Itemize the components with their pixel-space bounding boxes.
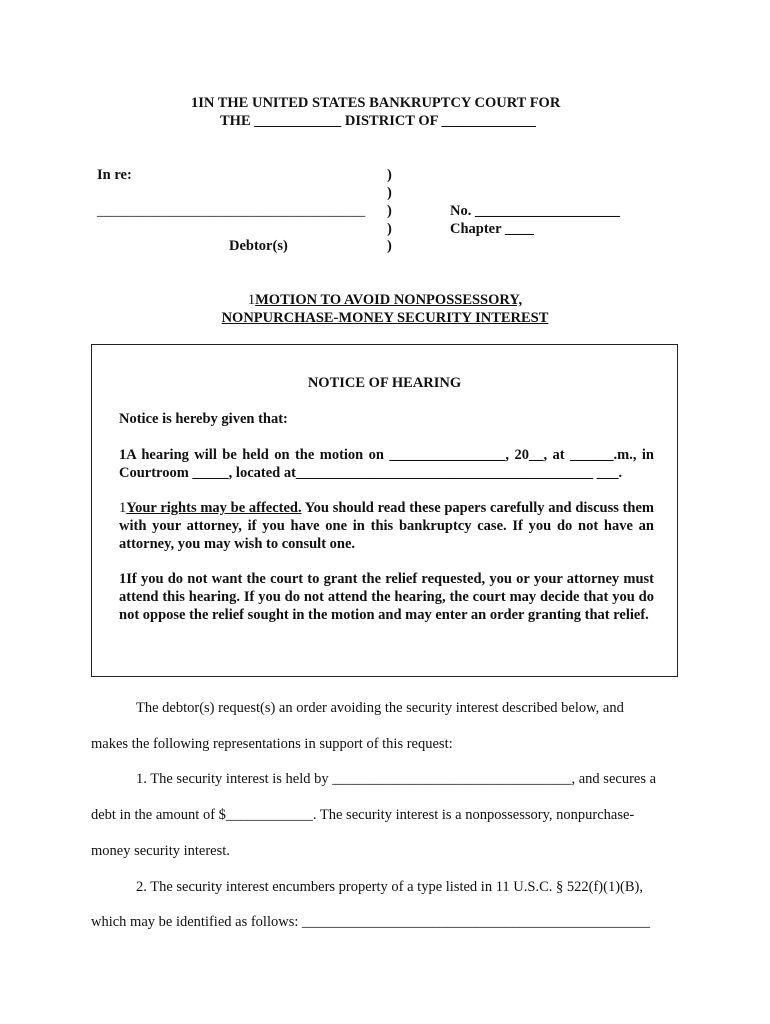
body-p3-line2: which may be identified as follows: ________________________________________________ [91,914,651,930]
motion-title-line1 [0,291,770,309]
title-text-2: NONPURCHASE-MONEY SECURITY INTEREST [221,310,549,326]
body-p1-line2: makes the following representations in support of this request: [91,736,453,752]
title-text-1: MOTION TO AVOID NONPOSSESSORY, [255,292,523,308]
relief-paragraph: 1If you do not want the court to grant the relief requested, you or your attorney must attend this hearing. If you do not attend the hearing, the court may decide that you do not oppose the relief sought in the motion and may enter an order granting that relief. [119,571,654,623]
caption-paren: ) [387,238,392,254]
caption-paren: ) [387,167,392,183]
debtor-label: Debtor(s) [229,238,288,254]
caption-paren: ) [387,203,392,219]
body-p2-line3: money security interest. [91,843,230,859]
in-re-label: In re: [97,167,132,183]
notice-given: Notice is hereby given that: [119,411,288,427]
body-p2-line1: 1. The security interest is held by _________________________________, and secures a [136,771,657,787]
case-number: No. ____________________ [450,203,620,219]
notice-heading: NOTICE OF HEARING [307,375,462,391]
rights-prefix: 1 [119,500,127,516]
court-header-line1: 1IN THE UNITED STATES BANKRUPTCY COURT FOR [191,95,561,111]
rights-rest: You should read these papers carefully and discuss them with your attorney, if you have one in this bankruptcy case. If you do not have an attorney, you may wish to consult one. [119,500,654,552]
motion-title-line2 [0,309,770,327]
title-prefix: 1 [247,292,256,308]
notice-of-hearing-box [91,344,678,677]
caption-paren: ) [387,221,392,237]
court-header-line2: THE ____________ DISTRICT OF _____________ [220,113,536,129]
body-p1-line1: The debtor(s) request(s) an order avoiding the security interest described below, and [136,700,624,716]
rights-paragraph [119,499,654,553]
hearing-paragraph: 1A hearing will be held on the motion on ________________, 20__, at ______.m., in Courtroom _____, located at_________________________________________ ___. [119,447,654,481]
body-p2-line2: debt in the amount of $____________. The security interest is a nonpossessory, nonpurchase- [91,807,635,823]
caption-paren: ) [387,185,392,201]
body-p3-line1: 2. The security interest encumbers property of a type listed in 11 U.S.C. § 522(f)(1)(B), [136,879,643,895]
debtor-name-line: _____________________________________ [97,203,366,219]
rights-underlined: Your rights may be affected. [126,500,302,516]
chapter-number: Chapter ____ [450,221,534,237]
